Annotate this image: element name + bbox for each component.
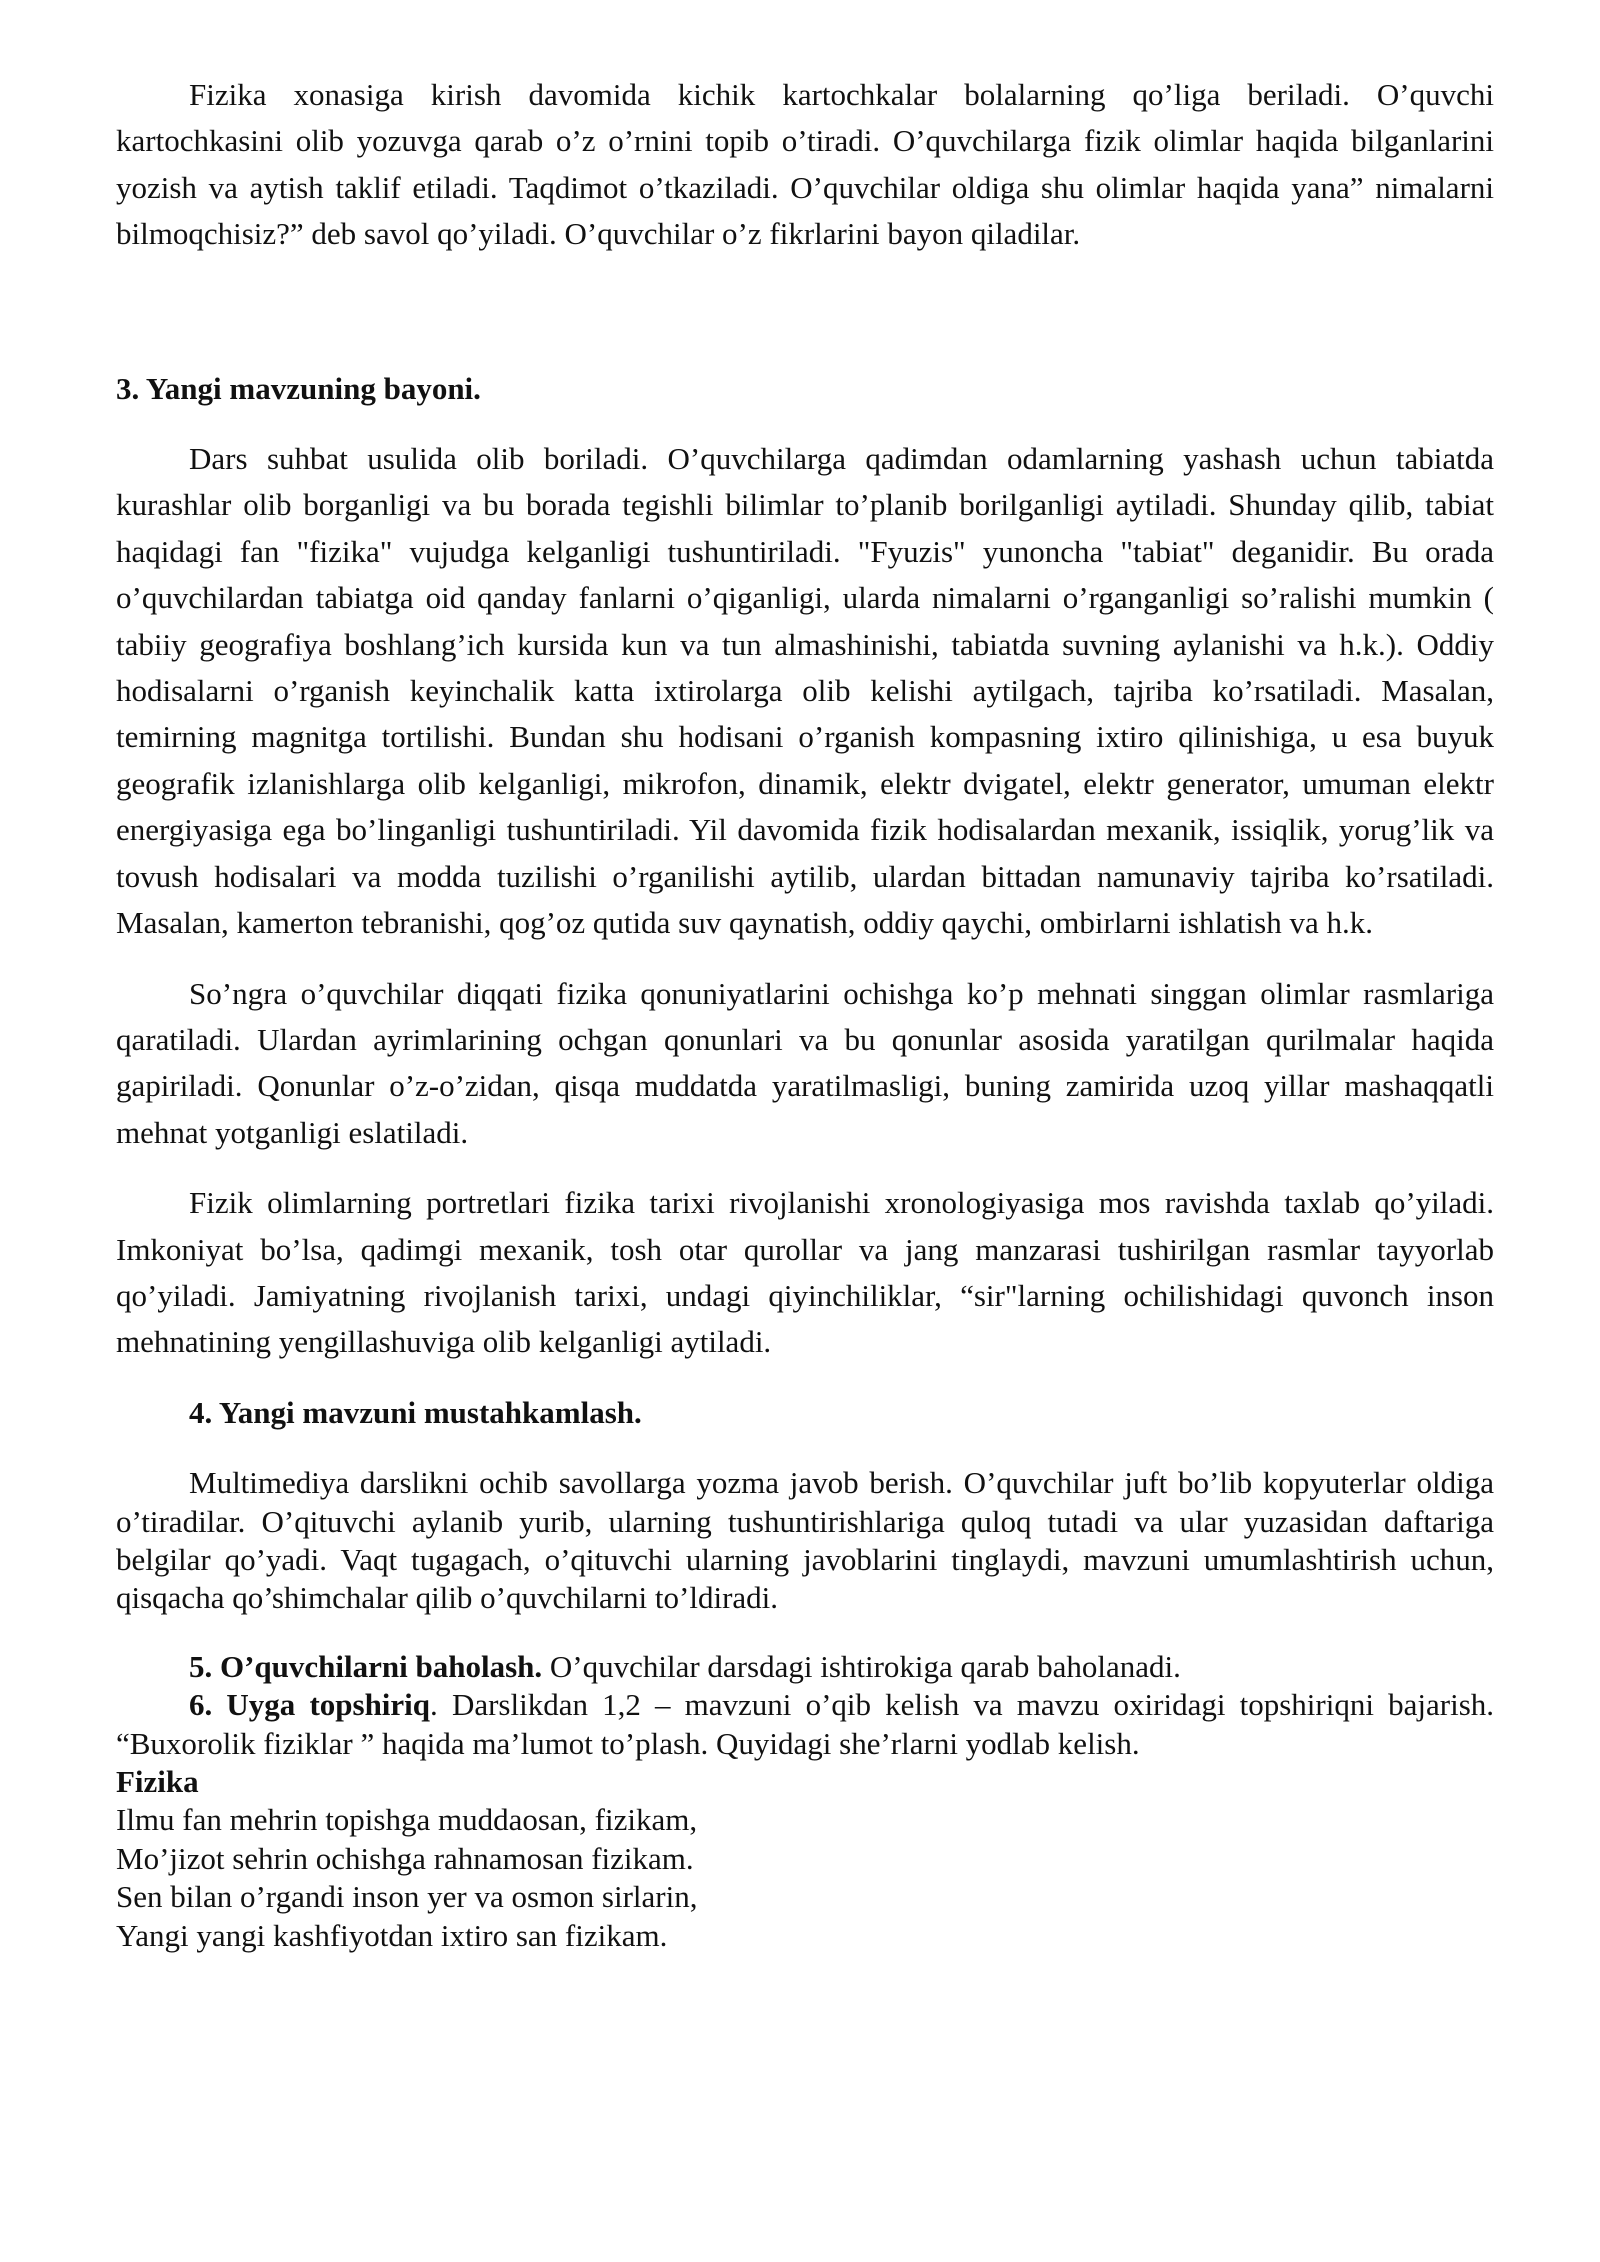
section-5-text: O’quvchilar darsdagi ishtirokiga qarab baholanadi. xyxy=(542,1648,1181,1684)
section-5-heading: 5. O’quvchilarni baholash. xyxy=(189,1648,543,1684)
section-4-paragraph: Multimediya darslikni ochib savollarga yozma javob berish. O’quvchilar juft bo’lib kopyuterlar oldiga o’tiradilar. O’qituvchi aylanib yurib, ularning tushuntirishlariga quloq tutadi va ular yuzasidan daftariga belgilar qo’yadi. Vaqt tugagach, o’qituvchi ularning javoblarini tinglaydi, mavzuni umumlashtirish uchun, qisqacha qo’shimchalar qilib o’quvchilarni to’ldiradi. xyxy=(116,1465,1494,1616)
intro-paragraph: Fizika xonasiga kirish davomida kichik kartochkalar bolalarning qo’liga beriladi. O’quvchi kartochkasini olib yozuvga qarab o’z o’rnini topib o’tiradi. O’quvchilarga fizik olimlar haqida bilganlarini yozish va aytish taklif etiladi. Taqdimot o’tkaziladi. O’quvchilar oldiga shu olimlar haqida yana” nimalarni bilmoqchisiz?” deb savol qo’yiladi. O’quvchilar o’z fikrlarini bayon qiladilar. xyxy=(116,77,1494,252)
section-6-text: . Darslikdan 1,2 – mavzuni o’qib kelish va mavzu oxiridagi topshiriqni bajarish. “Buxorolik fiziklar ” haqida ma’lumot to’plash. Quyidagi she’rlarni yodlab kelish. xyxy=(116,1687,1495,1761)
poem-line-2: Mo’jizot sehrin ochishga rahnamosan fizikam. xyxy=(116,1840,694,1876)
section-6-paragraph xyxy=(116,1686,1494,1763)
poem-line-3: Sen bilan o’rgandi inson yer va osmon sirlarin, xyxy=(116,1879,698,1915)
section-4-heading: 4. Yangi mavzuni mustahkamlash. xyxy=(189,1394,642,1430)
poem-title: Fizika xyxy=(116,1764,199,1799)
document-page xyxy=(116,72,1494,1955)
section-5-line xyxy=(116,1648,1494,1686)
section-3-paragraph-1: Dars suhbat usulida olib boriladi. O’quvchilarga qadimdan odamlarning yashash uchun tabiatda kurashlar olib borganligi va bu borada tegishli bilimlar to’planib borilganligi aytiladi. Shunday qilib, tabiat haqidagi fan "fizika" vujudga kelganligi tushuntiriladi. "Fyuzis" yunoncha "tabiat" deganidir. Bu orada o’quvchilardan tabiatga oid qanday fanlarni o’qiganligi, ularda nimalarni o’rganganligi so’ralishi mumkin ( tabiiy geografiya boshlang’ich kursida kun va tun almashinishi, tabiatda suvning aylanishi va h.k.). Oddiy hodisalarni o’rganish keyinchalik katta ixtirolarga olib kelishi aytilgach, tajriba ko’rsatiladi. Masalan, temirning magnitga tortilishi. Bundan shu hodisani o’rganish kompasning ixtiro qilinishiga, u esa buyuk geografik izlanishlarga olib kelganligi, mikrofon, dinamik, elektr dvigatel, elektr generator, umuman elektr energiyasiga ega bo’linganligi tushuntiriladi. Yil davomida fizik hodisalardan mexanik, issiqlik, yorug’lik va tovush hodisalari va modda tuzilishi o’rganilishi aytilib, ulardan bittadan namunaviy tajriba ko’rsatiladi. Masalan, kamerton tebranishi, qog’oz qutida suv qaynatish, oddiy qaychi, ombirlarni ishlatish va h.k. xyxy=(116,441,1494,941)
section-3-paragraph-2: So’ngra o’quvchilar diqqati fizika qonuniyatlarini ochishga ko’p mehnati singgan olimlar rasmlariga qaratiladi. Ulardan ayrimlarining ochgan qonunlari va bu qonunlar asosida yaratilgan qurilmalar haqida gapiriladi. Qonunlar o’z-o’zidan, qisqa muddatda yaratilmasligi, buning zamirida uzoq yillar mashaqqatli mehnat yotganligi eslatiladi. xyxy=(116,975,1494,1150)
section-3-paragraph-3: Fizik olimlarning portretlari fizika tarixi rivojlanishi xronologiyasiga mos ravishda taxlab qo’yiladi. Imkoniyat bo’lsa, qadimgi mexanik, tosh otar qurollar va jang manzarasi tushirilgan rasmlar tayyorlab qo’yiladi. Jamiyatning rivojlanish tarixi, undagi qiyinchiliklar, “sir"larning ochilishidagi quvonch inson mehnatining yengillashuviga olib kelganligi aytiladi. xyxy=(116,1185,1494,1360)
section-3-heading: 3. Yangi mavzuning bayoni. xyxy=(116,370,481,406)
poem-line-4: Yangi yangi kashfiyotdan ixtiro san fizikam. xyxy=(116,1917,668,1953)
section-6-heading: 6. Uyga topshiriq xyxy=(189,1687,431,1723)
poem-line-1: Ilmu fan mehrin topishga muddaosan, fizikam, xyxy=(116,1802,698,1838)
